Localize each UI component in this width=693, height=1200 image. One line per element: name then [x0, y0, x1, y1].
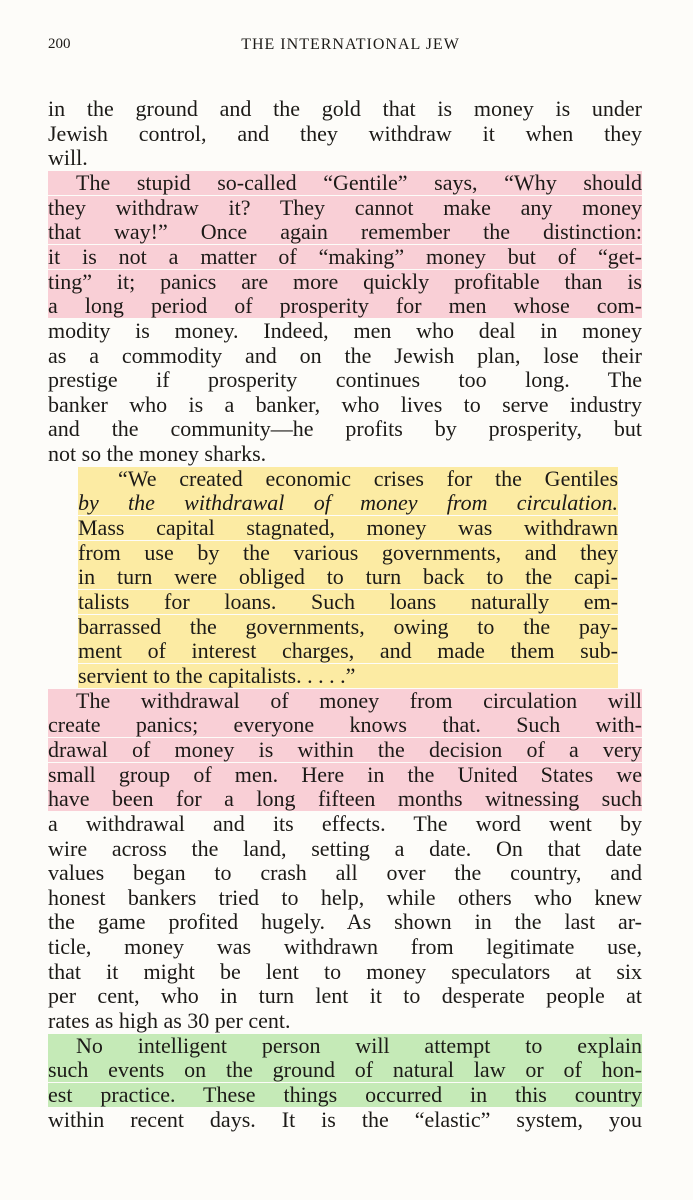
text-line: the game profited hugely. As shown in the last ar- [48, 909, 642, 935]
text-line: a withdrawal and its effects. The word went by [48, 810, 642, 836]
text-line: by the withdrawal of money from circulation. [78, 490, 618, 516]
text-line: create panics; everyone knows that. Such with- [48, 712, 642, 738]
text-line: ticle, money was withdrawn from legitimate use, [48, 934, 642, 960]
text-line: rates as high as 30 per cent. [48, 1008, 291, 1034]
text-line: they withdraw it? They cannot make any money [48, 194, 642, 220]
text-line: from use by the various governments, and they [78, 539, 618, 565]
text-line: barrassed the governments, owing to the pay- [78, 613, 618, 639]
text-line: banker who is a banker, who lives to serve industry [48, 391, 642, 417]
text-line: talists for loans. Such loans naturally em- [78, 589, 618, 614]
text-line: The stupid so-called “Gentile” says, “Why should [48, 171, 642, 195]
text-line: Jewish control, and they withdraw it when they [48, 120, 642, 146]
text-line: and the community—he profits by prosperity, but [48, 416, 642, 442]
page-header [48, 36, 653, 60]
text-line: wire across the land, setting a date. On that date [48, 835, 642, 861]
text-line: per cent, who in turn lent it to desperate people at [48, 983, 642, 1009]
text-line: drawal of money is within the decision of a very [48, 736, 642, 762]
text-line: within recent days. It is the “elastic” system, you [48, 1106, 642, 1132]
text-line: ment of interest charges, and made them sub- [78, 638, 618, 664]
text-line: The withdrawal of money from circulation will [48, 689, 642, 713]
text-line: small group of men. Here in the United States we [48, 761, 642, 787]
text-line: in turn were obliged to turn back to the capi- [78, 564, 618, 590]
text-line: Mass capital stagnated, money was withdrawn [78, 515, 618, 541]
text-line: honest bankers tried to help, while others who knew [48, 884, 642, 910]
text-line: that it might be lent to money speculators at six [48, 958, 642, 984]
text-line: ting” it; panics are more quickly profitable than is [48, 268, 642, 294]
text-line: it is not a matter of “making” money but of “get- [48, 243, 642, 269]
text-line: modity is money. Indeed, men who deal in money [48, 317, 642, 343]
text-line: not so the money sharks. [48, 441, 267, 467]
text-line: as a commodity and on the Jewish plan, lose their [48, 342, 642, 368]
page-number: 200 [48, 36, 71, 52]
running-title: THE INTERNATIONAL JEW [241, 36, 460, 53]
text-line: will. [48, 145, 88, 171]
text-line: prestige if prosperity continues too long. The [48, 367, 642, 393]
text-line: in the ground and the gold that is money is under [48, 96, 642, 121]
text-line: est practice. These things occurred in this country [48, 1082, 642, 1107]
text-line: values began to crash all over the country, and [48, 860, 642, 886]
text-line: servient to the capitalists. . . . .” [78, 664, 618, 688]
text-line: No intelligent person will attempt to explain [48, 1034, 642, 1058]
text-line: that way!” Once again remember the distinction: [48, 219, 642, 245]
text-line: have been for a long fifteen months witnessing such [48, 786, 642, 812]
text-line: such events on the ground of natural law or of hon- [48, 1057, 642, 1083]
text-line: a long period of prosperity for men whose com- [48, 293, 642, 319]
text-line: “We created economic crises for the Gentiles [78, 467, 618, 491]
